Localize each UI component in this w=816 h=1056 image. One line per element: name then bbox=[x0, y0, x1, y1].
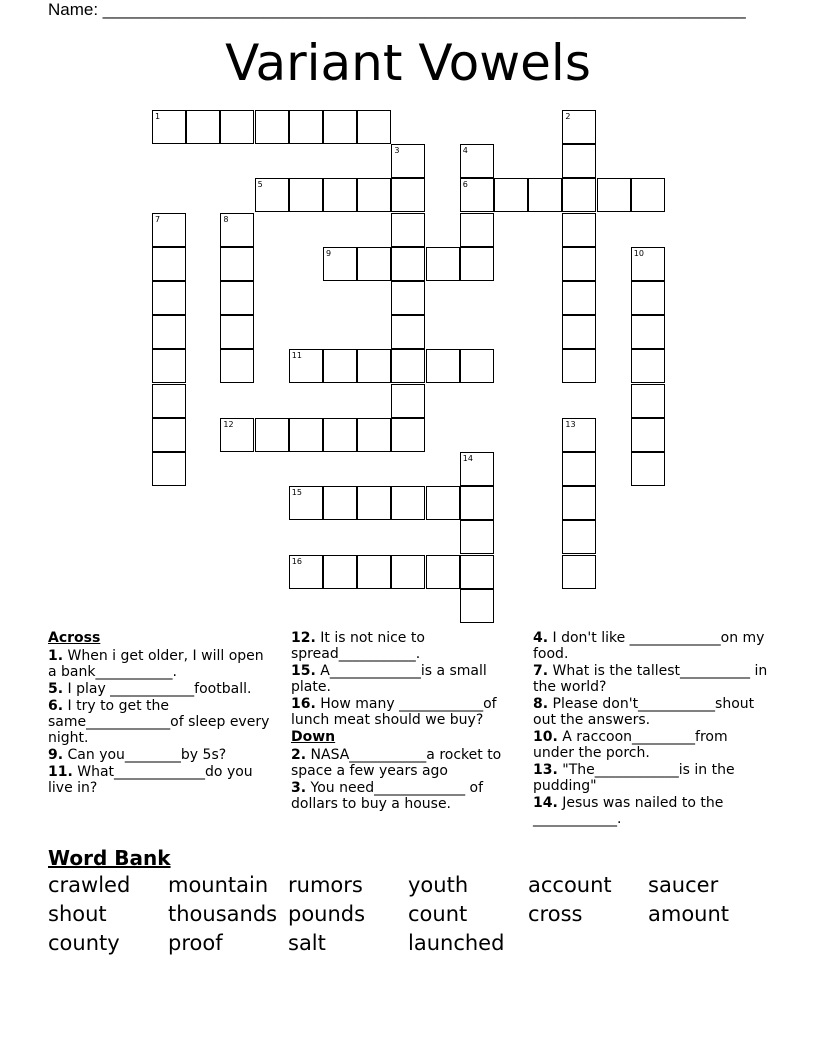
word-bank-item: cross bbox=[528, 902, 583, 926]
cell-number: 1 bbox=[155, 112, 161, 121]
word-bank-item: crawled bbox=[48, 873, 131, 897]
crossword-cell[interactable] bbox=[255, 110, 289, 144]
crossword-cell[interactable] bbox=[460, 247, 494, 281]
clue-across-5: 5. I play ____________football. bbox=[48, 681, 252, 697]
crossword-cell[interactable] bbox=[289, 349, 323, 383]
crossword-cell[interactable] bbox=[562, 213, 596, 247]
cell-number: 16 bbox=[291, 556, 302, 566]
crossword-cell[interactable] bbox=[357, 555, 391, 589]
word-bank-item: salt bbox=[288, 931, 326, 955]
crossword-cell[interactable] bbox=[562, 281, 596, 315]
crossword-cell[interactable] bbox=[152, 452, 186, 486]
cell-number: 8 bbox=[223, 214, 229, 224]
crossword-cell[interactable] bbox=[152, 418, 186, 452]
clue-down-7: 7. What is the tallest__________ in the world? bbox=[533, 663, 768, 695]
crossword-cell[interactable] bbox=[220, 213, 254, 247]
crossword-cell[interactable] bbox=[631, 384, 665, 418]
crossword-cell[interactable] bbox=[357, 110, 391, 144]
crossword-cell[interactable] bbox=[562, 418, 596, 452]
clue-across-1: 1. When i get older, I will open a bank___________. bbox=[48, 648, 264, 680]
crossword-cell[interactable] bbox=[220, 247, 254, 281]
crossword-cell[interactable] bbox=[391, 247, 425, 281]
crossword-cell[interactable] bbox=[323, 110, 357, 144]
crossword-cell[interactable] bbox=[289, 555, 323, 589]
crossword-cell[interactable] bbox=[152, 315, 186, 349]
word-bank-item: pounds bbox=[288, 902, 366, 926]
word-bank-item: count bbox=[408, 902, 468, 926]
cell-number: 10 bbox=[633, 248, 644, 258]
word-bank-item: launched bbox=[408, 931, 505, 955]
crossword-cell[interactable] bbox=[460, 144, 494, 178]
crossword-cell[interactable] bbox=[152, 247, 186, 281]
cell-number: 3 bbox=[394, 146, 400, 156]
crossword-cell[interactable] bbox=[152, 349, 186, 383]
crossword-cell[interactable] bbox=[323, 349, 357, 383]
crossword-cell[interactable] bbox=[152, 110, 186, 144]
clues-column-1 bbox=[48, 630, 273, 797]
clue-down-3: 3. You need_____________ of dollars to buy a house. bbox=[291, 780, 484, 812]
word-bank-item: shout bbox=[48, 902, 107, 926]
word-bank-item: proof bbox=[168, 931, 223, 955]
crossword-cell[interactable] bbox=[357, 349, 391, 383]
crossword-cell[interactable] bbox=[323, 555, 357, 589]
crossword-cell[interactable] bbox=[255, 178, 289, 212]
crossword-cell[interactable] bbox=[562, 110, 596, 144]
clues-column-3 bbox=[533, 630, 768, 828]
word-bank-item: county bbox=[48, 931, 120, 955]
crossword-cell[interactable] bbox=[426, 486, 460, 520]
page-title: Variant Vowels bbox=[225, 34, 591, 92]
crossword-cell[interactable] bbox=[220, 110, 254, 144]
clue-down-2: 2. NASA___________a rocket to space a few years ago bbox=[291, 747, 502, 779]
cell-number: 11 bbox=[291, 351, 302, 361]
clue-down-10: 10. A raccoon_________from under the porch. bbox=[533, 729, 728, 761]
word-bank-item: mountain bbox=[168, 873, 269, 897]
crossword-cell[interactable] bbox=[562, 555, 596, 589]
crossword-cell[interactable] bbox=[323, 247, 357, 281]
crossword-cell[interactable] bbox=[357, 486, 391, 520]
crossword-cell[interactable] bbox=[426, 555, 460, 589]
crossword-cell[interactable] bbox=[152, 213, 186, 247]
crossword-cell[interactable] bbox=[152, 384, 186, 418]
cell-number: 14 bbox=[462, 454, 473, 463]
clue-across-16: 16. How many ____________of lunch meat should we buy? bbox=[291, 696, 497, 728]
clue-down-14: 14. Jesus was nailed to the ____________. bbox=[533, 795, 724, 827]
crossword-cell[interactable] bbox=[323, 418, 357, 452]
crossword-cell[interactable] bbox=[289, 110, 323, 144]
crossword-cell[interactable] bbox=[391, 315, 425, 349]
word-bank-item: account bbox=[528, 873, 612, 897]
cell-number: 12 bbox=[223, 419, 234, 429]
word-bank-item: thousands bbox=[168, 902, 278, 926]
crossword-cell[interactable] bbox=[323, 178, 357, 212]
cell-number: 13 bbox=[565, 419, 576, 429]
down-heading: Down bbox=[291, 729, 336, 745]
cell-number: 5 bbox=[257, 180, 263, 190]
crossword-cell[interactable] bbox=[562, 486, 596, 520]
cell-number: 15 bbox=[291, 488, 302, 498]
crossword-cell[interactable] bbox=[357, 418, 391, 452]
crossword-cell[interactable] bbox=[460, 555, 494, 589]
crossword-cell[interactable] bbox=[562, 144, 596, 178]
crossword-cell[interactable] bbox=[426, 247, 460, 281]
crossword-cell[interactable] bbox=[426, 349, 460, 383]
cell-number: 4 bbox=[462, 146, 468, 156]
crossword-cell[interactable] bbox=[220, 418, 254, 452]
crossword-cell[interactable] bbox=[220, 281, 254, 315]
crossword-cell[interactable] bbox=[220, 349, 254, 383]
word-bank-item: amount bbox=[648, 902, 730, 926]
crossword-cell[interactable] bbox=[289, 178, 323, 212]
crossword-cell[interactable] bbox=[391, 418, 425, 452]
word-bank-title: Word Bank bbox=[48, 846, 171, 870]
crossword-cell[interactable] bbox=[186, 110, 220, 144]
crossword-cell[interactable] bbox=[562, 452, 596, 486]
crossword-cell[interactable] bbox=[460, 589, 494, 623]
crossword-cell[interactable] bbox=[631, 315, 665, 349]
crossword-cell[interactable] bbox=[460, 452, 494, 486]
crossword-cell[interactable] bbox=[631, 349, 665, 383]
word-bank-item: youth bbox=[408, 873, 469, 897]
crossword-cell[interactable] bbox=[562, 178, 596, 212]
crossword-cell[interactable] bbox=[460, 213, 494, 247]
crossword-cell[interactable] bbox=[391, 213, 425, 247]
crossword-cell[interactable] bbox=[562, 349, 596, 383]
clue-down-8: 8. Please don't___________shout out the answers. bbox=[533, 696, 755, 728]
clue-across-6: 6. I try to get the same____________of sleep every night. bbox=[48, 698, 270, 746]
crossword-cell[interactable] bbox=[391, 384, 425, 418]
clue-down-13: 13. "The____________is in the pudding" bbox=[533, 762, 735, 794]
clues-column-2 bbox=[291, 630, 516, 813]
word-bank bbox=[48, 873, 768, 956]
crossword-cell[interactable] bbox=[289, 486, 323, 520]
crossword-cell[interactable] bbox=[631, 418, 665, 452]
crossword-cell[interactable] bbox=[391, 349, 425, 383]
crossword-cell[interactable] bbox=[460, 349, 494, 383]
crossword-cell[interactable] bbox=[391, 555, 425, 589]
crossword-cell[interactable] bbox=[562, 247, 596, 281]
crossword-cell[interactable] bbox=[597, 178, 631, 212]
crossword-cell[interactable] bbox=[391, 281, 425, 315]
crossword-cell[interactable] bbox=[152, 281, 186, 315]
clue-across-12: 12. It is not nice to spread___________. bbox=[291, 630, 425, 662]
cell-number: 7 bbox=[155, 214, 161, 224]
word-bank-item: rumors bbox=[288, 873, 363, 897]
crossword-cell[interactable] bbox=[460, 486, 494, 520]
name-field[interactable]: Name: ____________________________________________________________________ bbox=[48, 0, 746, 19]
crossword-cell[interactable] bbox=[460, 520, 494, 554]
crossword-cell[interactable] bbox=[631, 452, 665, 486]
crossword-cell[interactable] bbox=[562, 520, 596, 554]
cell-number: 9 bbox=[326, 248, 332, 258]
crossword-cell[interactable] bbox=[528, 178, 562, 212]
crossword-cell[interactable] bbox=[289, 418, 323, 452]
crossword-cell[interactable] bbox=[631, 178, 665, 212]
clue-across-11: 11. What_____________do you live in? bbox=[48, 764, 253, 796]
across-heading: Across bbox=[48, 630, 101, 646]
crossword-cell[interactable] bbox=[631, 281, 665, 315]
crossword-cell[interactable] bbox=[357, 178, 391, 212]
crossword-cell[interactable] bbox=[460, 178, 494, 212]
crossword-cell[interactable] bbox=[391, 144, 425, 178]
clue-across-9: 9. Can you________by 5s? bbox=[48, 747, 227, 763]
word-bank-item: saucer bbox=[648, 873, 719, 897]
cell-number: 2 bbox=[565, 112, 571, 121]
crossword-cell[interactable] bbox=[323, 486, 357, 520]
clue-down-4: 4. I don't like _____________on my food. bbox=[533, 630, 765, 662]
crossword-cell[interactable] bbox=[631, 247, 665, 281]
crossword-cell[interactable] bbox=[255, 418, 289, 452]
crossword-cell[interactable] bbox=[494, 178, 528, 212]
clue-across-15: 15. A_____________is a small plate. bbox=[291, 663, 487, 695]
crossword-cell[interactable] bbox=[391, 178, 425, 212]
crossword-cell[interactable] bbox=[391, 486, 425, 520]
crossword-cell[interactable] bbox=[357, 247, 391, 281]
crossword-cell[interactable] bbox=[562, 315, 596, 349]
cell-number: 6 bbox=[462, 180, 468, 190]
crossword-cell[interactable] bbox=[220, 315, 254, 349]
